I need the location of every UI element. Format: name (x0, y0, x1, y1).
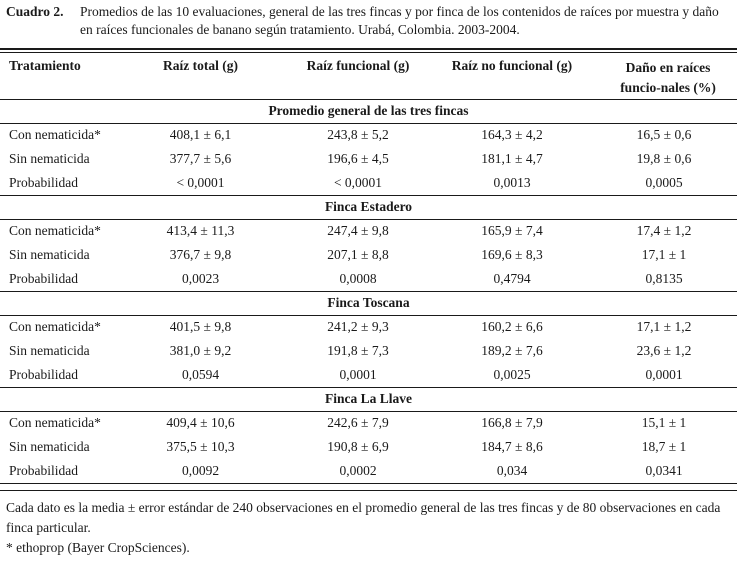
value-cell: 375,5 ± 10,3 (166, 439, 235, 454)
value-cell: 15,1 ± 1 (641, 415, 687, 431)
value-cell: 0,0092 (181, 462, 220, 478)
header-raiz-total: Raíz total (g) (163, 58, 238, 73)
value-cell: 241,2 ± 9,3 (327, 319, 389, 335)
row-label-cell: Con nematicida* (9, 223, 101, 239)
value-cell: 0,0023 (181, 270, 220, 286)
value-cell: 196,6 ± 4,5 (327, 151, 389, 166)
table-body (0, 99, 737, 483)
results-table (0, 55, 737, 484)
value-cell: 207,1 ± 8,8 (327, 247, 389, 262)
value-cell: 0,034 (496, 462, 528, 478)
value-cell: 184,7 ± 8,6 (481, 439, 543, 454)
table-row (0, 339, 737, 363)
table-row (0, 243, 737, 267)
value-cell: 0,0594 (181, 366, 220, 382)
section-title: Finca Estadero (324, 199, 413, 214)
header-raiz-funcional: Raíz funcional (g) (306, 58, 410, 73)
table-notes (6, 498, 732, 558)
row-label-cell: Con nematicida* (9, 319, 101, 335)
table-row (0, 411, 737, 435)
table-row (0, 123, 737, 147)
top-double-rule-inner (0, 52, 737, 53)
table-row (0, 459, 737, 483)
value-cell: 190,8 ± 6,9 (327, 439, 389, 454)
row-label-cell: Con nematicida* (9, 127, 101, 143)
value-cell: 381,0 ± 9,2 (169, 343, 232, 358)
value-cell: 17,1 ± 1,2 (636, 319, 692, 335)
value-cell: 16,5 ± 0,6 (636, 127, 692, 143)
value-cell: 0,0001 (339, 366, 377, 382)
value-cell: 181,1 ± 4,7 (481, 151, 543, 166)
section-title: Finca Toscana (327, 295, 410, 310)
value-cell: 0,0001 (645, 366, 683, 382)
value-cell: 166,8 ± 7,9 (481, 415, 543, 431)
note-observaciones: Cada dato es la media ± error estándar de 240 observaciones en el promedio general de las tres fincas y de 80 observaciones en cada finca particular. (6, 500, 721, 535)
table-row (0, 171, 737, 195)
row-label-cell: Probabilidad (9, 366, 78, 382)
value-cell: < 0,0001 (176, 174, 225, 190)
bottom-rule (0, 490, 737, 491)
row-label-cell: Con nematicida* (9, 415, 101, 431)
value-cell: 19,8 ± 0,6 (636, 151, 692, 166)
value-cell: 169,6 ± 8,3 (481, 247, 543, 262)
table-caption (6, 3, 732, 39)
table-row (0, 219, 737, 243)
value-cell: 0,0341 (645, 462, 683, 478)
value-cell: 413,4 ± 11,3 (166, 223, 235, 239)
section-header-row (0, 291, 737, 315)
section-title: Finca La Llave (325, 391, 412, 406)
value-cell: 23,6 ± 1,2 (636, 343, 692, 358)
row-label-cell: Sin nematicida (9, 151, 90, 166)
value-cell: 189,2 ± 7,6 (481, 343, 543, 358)
row-label-cell: Sin nematicida (9, 247, 90, 262)
caption-text: Promedios de las 10 evaluaciones, general de las tres fincas y por finca de los contenidos de raíces por muestra y daño en raíces funcionales de banano según tratamiento. Urabá, Colombia. 2003-2004. (80, 4, 719, 37)
value-cell: 243,8 ± 5,2 (327, 127, 389, 143)
value-cell: 247,4 ± 9,8 (327, 223, 389, 239)
caption-label: Cuadro 2. (6, 4, 64, 19)
value-cell: 0,0005 (645, 174, 683, 190)
header-raiz-no-funcional: Raíz no funcional (g) (451, 58, 573, 73)
note-ethoprop: * ethoprop (Bayer CropSciences). (6, 540, 190, 555)
value-cell: 0,0002 (339, 462, 377, 478)
section-header-row (0, 387, 737, 411)
row-label-cell: Probabilidad (9, 270, 78, 286)
value-cell: 17,1 ± 1 (641, 247, 687, 262)
value-cell: 18,7 ± 1 (641, 439, 687, 454)
table-row (0, 315, 737, 339)
value-cell: 165,9 ± 7,4 (481, 223, 543, 239)
value-cell: 0,8135 (645, 270, 683, 286)
header-tratamiento: Tratamiento (9, 58, 81, 73)
row-label-cell: Sin nematicida (9, 343, 90, 358)
value-cell: < 0,0001 (333, 174, 383, 190)
value-cell: 408,1 ± 6,1 (169, 127, 232, 143)
value-cell: 0,4794 (493, 270, 531, 286)
value-cell: 0,0013 (493, 174, 531, 190)
top-double-rule (0, 48, 737, 50)
section-header-row (0, 195, 737, 219)
value-cell: 409,4 ± 10,6 (166, 415, 235, 431)
header-dano-raices: Daño en raíces funcio-nales (%) (620, 60, 716, 95)
value-cell: 401,5 ± 9,8 (169, 319, 232, 335)
value-cell: 0,0025 (493, 366, 531, 382)
value-cell: 0,0008 (339, 270, 377, 286)
value-cell: 191,8 ± 7,3 (327, 343, 389, 358)
value-cell: 160,2 ± 6,6 (481, 319, 543, 335)
table-row (0, 363, 737, 387)
section-header-row (0, 99, 737, 123)
table-row (0, 267, 737, 291)
row-label-cell: Sin nematicida (9, 439, 90, 454)
value-cell: 376,7 ± 9,8 (169, 247, 232, 262)
row-label-cell: Probabilidad (9, 462, 78, 478)
row-label-cell: Probabilidad (9, 174, 78, 190)
value-cell: 164,3 ± 4,2 (481, 127, 543, 143)
value-cell: 377,7 ± 5,6 (169, 151, 232, 166)
table-row (0, 147, 737, 171)
table-row (0, 435, 737, 459)
value-cell: 17,4 ± 1,2 (636, 223, 692, 239)
header-row (0, 55, 737, 99)
value-cell: 242,6 ± 7,9 (327, 415, 389, 431)
section-title: Promedio general de las tres fincas (268, 103, 469, 118)
